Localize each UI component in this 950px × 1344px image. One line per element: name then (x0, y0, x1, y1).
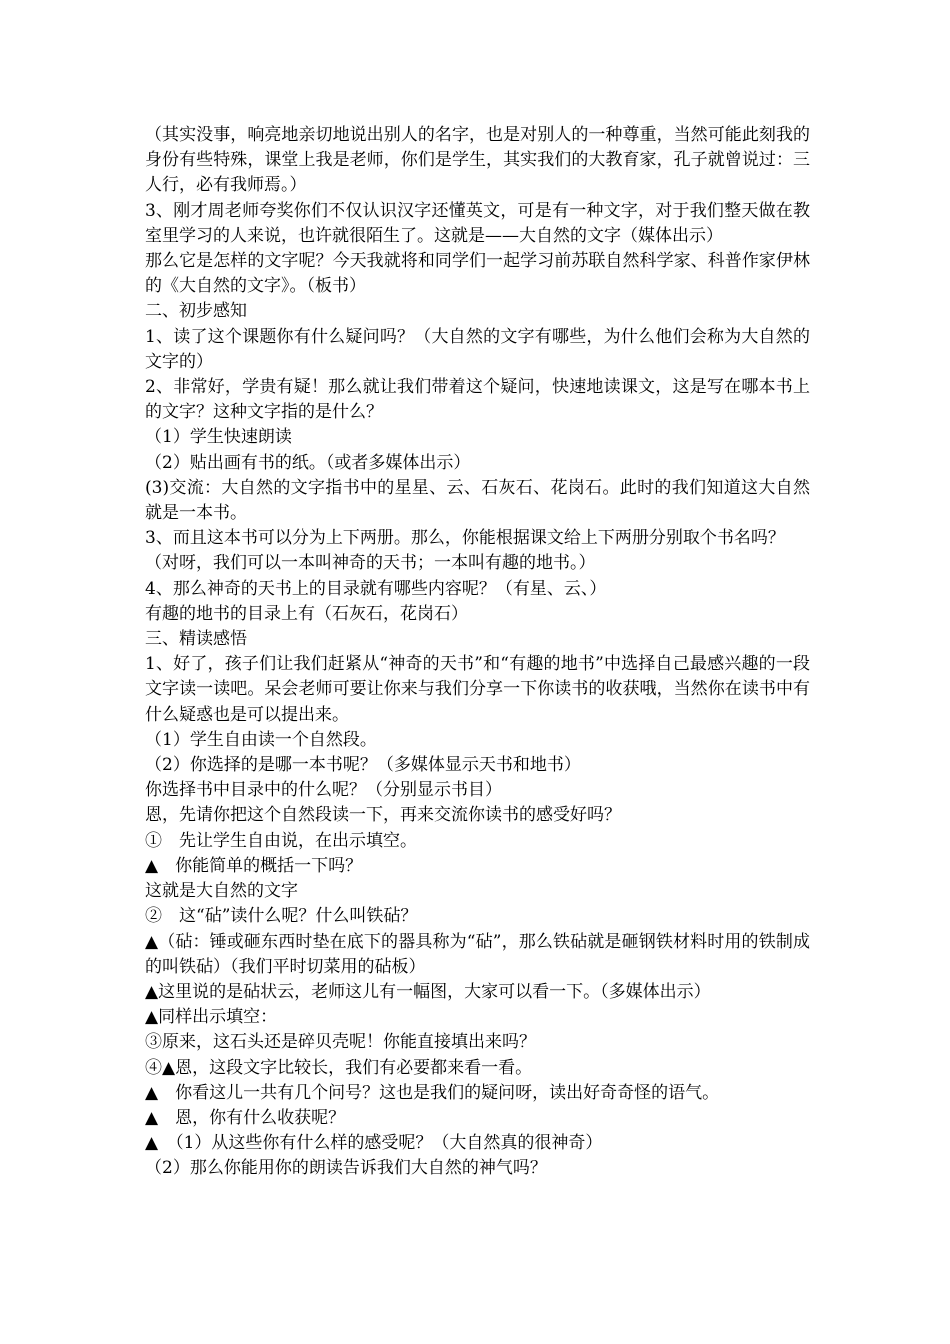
paragraph: ④▲恩，这段文字比较长，我们有必要都来看一看。 (145, 1057, 533, 1078)
paragraph: 3、而且这本书可以分为上下两册。那么，你能根据课文给上下两册分别取个书名吗？ (145, 528, 785, 549)
paragraph: ▲ 你能简单的概括一下吗？ (145, 855, 363, 876)
document-body (145, 123, 810, 1182)
paragraph: 1、读了这个课题你有什么疑问吗？（大自然的文字有哪些，为什么他们会称为大自然的文字的） (145, 326, 810, 372)
paragraph: （2）贴出画有书的纸。（或者多媒体出示） (145, 452, 471, 473)
paragraph: （对呀，我们可以一本叫神奇的天书；一本叫有趣的地书。） (145, 553, 596, 574)
paragraph: ▲同样出示填空： (145, 1007, 278, 1028)
paragraph: ▲ 你看这儿一共有几个问号？这也是我们的疑问呀，读出好奇奇怪的语气。 (145, 1082, 720, 1103)
paragraph: 你选择书中目录中的什么呢？（分别显示书目） (145, 780, 502, 801)
paragraph: ▲（砧：锤或砸东西时垫在底下的器具称为“砧”，那么铁砧就是砸钢铁材料时用的铁制成的叫铁砧）（我们平时切菜用的砧板） (145, 931, 810, 977)
paragraph: 4、那么神奇的天书上的目录就有哪些内容呢？（有星、云、） (145, 578, 607, 599)
paragraph: 2、非常好，学贵有疑！那么就让我们带着这个疑问，快速地读课文，这是写在哪本书上的文字？这种文字指的是什么？ (145, 377, 810, 423)
paragraph: 这就是大自然的文字 (145, 881, 298, 902)
paragraph: ② 这“砧”读什么呢？什么叫铁砧？ (145, 906, 418, 927)
paragraph: 恩，先请你把这个自然段读一下，再来交流你读书的感受好吗？ (145, 805, 621, 826)
paragraph: （其实没事，响亮地亲切地说出别人的名字，也是对别人的一种尊重，当然可能此刻我的身份有些特殊，课堂上我是老师，你们是学生，其实我们的大教育家，孔子就曾说过：三人行，必有我师焉。） (145, 125, 810, 196)
paragraph: (3)交流：大自然的文字指书中的星星、云、石灰石、花岗石。此时的我们知道这大自然就是一本书。 (145, 477, 810, 524)
paragraph: ▲ （1）从这些你有什么样的感受呢？（大自然真的很神奇） (145, 1133, 603, 1154)
paragraph: 3、刚才周老师夸奖你们不仅认识汉字还懂英文，可是有一种文字，对于我们整天做在教室里学习的人来说，也许就很陌生了。这就是——大自然的文字（媒体出示） (145, 200, 810, 246)
paragraph: 1、好了，孩子们让我们赶紧从“神奇的天书”和“有趣的地书”中选择自己最感兴趣的一段文字读一读吧。呆会老师可要让你来与我们分享一下你读书的收获哦，当然你在读书中有什么疑惑也是可以提出来。 (145, 654, 810, 725)
paragraph: ① 先让学生自由说，在出示填空。 (145, 830, 417, 851)
paragraph: ▲这里说的是砧状云，老师这儿有一幅图，大家可以看一下。（多媒体出示） (145, 981, 711, 1002)
paragraph: （2）你选择的是哪一本书呢？（多媒体显示天书和地书） (145, 755, 581, 776)
paragraph: ▲ 恩，你有什么收获呢？ (145, 1107, 346, 1128)
paragraph: （1）学生自由读一个自然段。 (145, 729, 377, 750)
paragraph: （1）学生快速朗读 (145, 427, 292, 448)
paragraph: （2）那么你能用你的朗读告诉我们大自然的神气吗？ (145, 1158, 547, 1179)
paragraph: ③原来，这石头还是碎贝壳呢！你能直接填出来吗？ (145, 1032, 536, 1053)
section-heading: 三、精读感悟 (145, 629, 247, 650)
paragraph: 有趣的地书的目录上有（石灰石，花岗石） (145, 603, 468, 624)
section-heading: 二、初步感知 (145, 301, 247, 322)
paragraph: 那么它是怎样的文字呢？今天我就将和同学们一起学习前苏联自然科学家、科普作家伊林的《大自然的文字》。（板书） (145, 251, 810, 297)
